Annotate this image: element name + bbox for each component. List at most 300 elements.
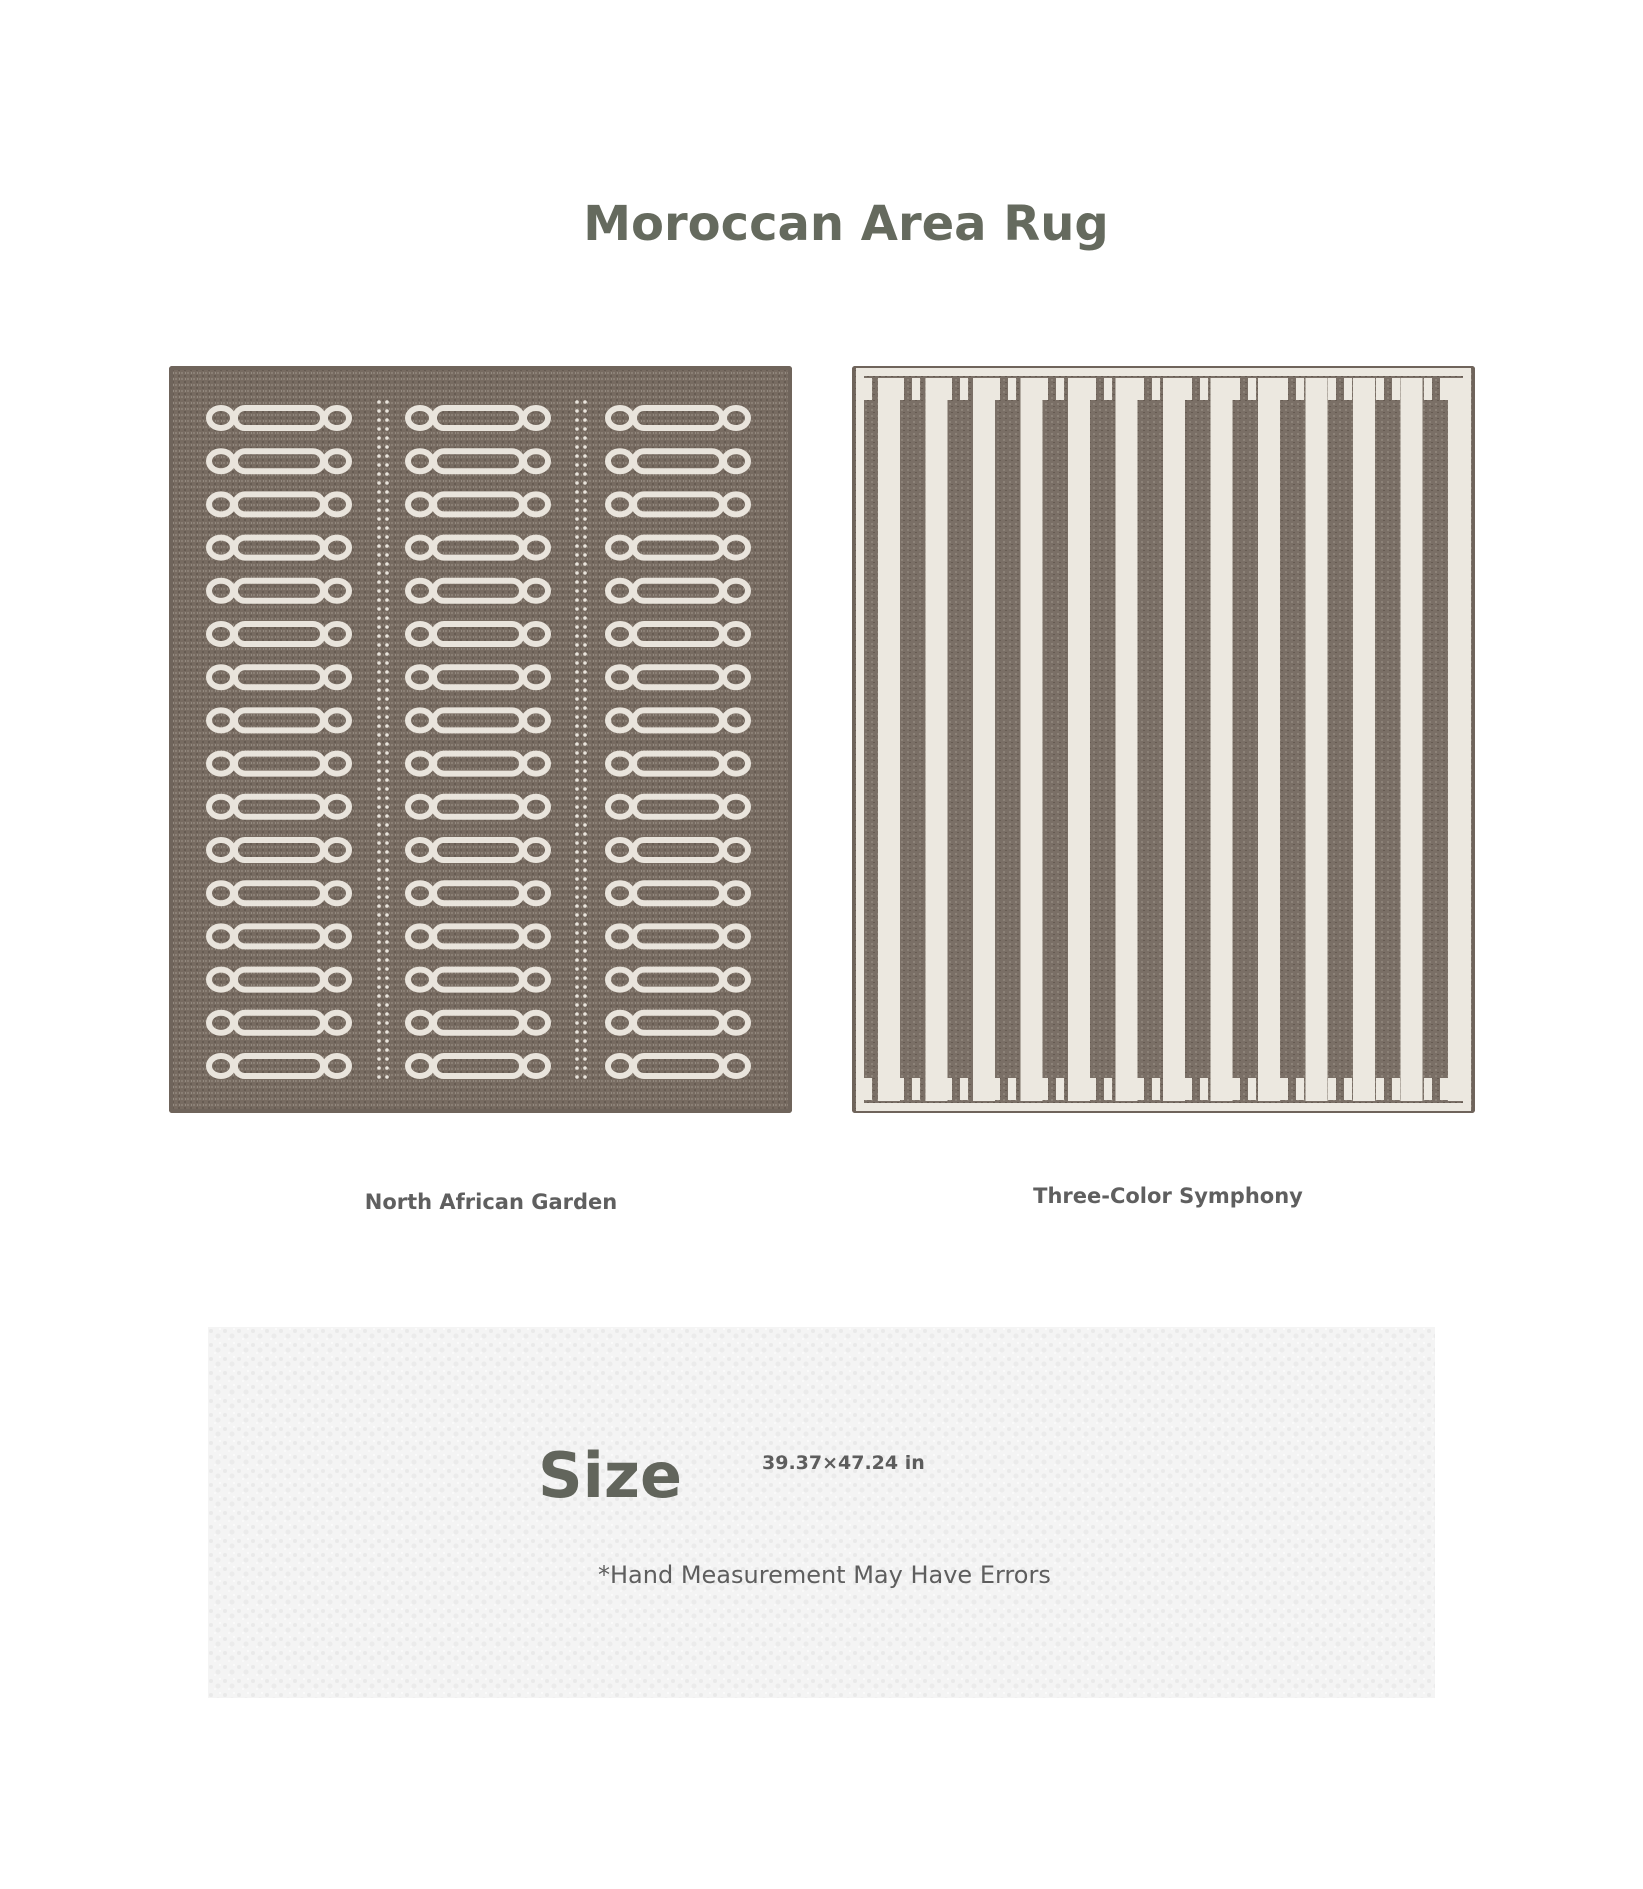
- dot-divider: [575, 616, 579, 620]
- dot-divider: [583, 868, 587, 872]
- dot-divider: [583, 904, 587, 908]
- dot-divider: [385, 1066, 389, 1070]
- dot-divider: [377, 823, 381, 827]
- dot-divider: [377, 598, 381, 602]
- dot-divider: [385, 940, 389, 944]
- dot-divider: [575, 472, 579, 476]
- dot-divider: [377, 913, 381, 917]
- dot-divider: [583, 787, 587, 791]
- dot-divider: [583, 454, 587, 458]
- border-tooth: [1232, 378, 1240, 400]
- dot-divider: [377, 616, 381, 620]
- dot-divider: [575, 454, 579, 458]
- border-tooth: [912, 378, 920, 400]
- dot-divider: [575, 967, 579, 971]
- dot-divider: [583, 1030, 587, 1034]
- dot-divider: [377, 454, 381, 458]
- dot-divider: [377, 490, 381, 494]
- dot-divider: [385, 607, 389, 611]
- dot-divider: [575, 634, 579, 638]
- measurement-note: *Hand Measurement May Have Errors: [598, 1561, 1051, 1589]
- dot-divider: [385, 778, 389, 782]
- dot-divider: [583, 499, 587, 503]
- border-tooth: [1408, 1078, 1416, 1100]
- border-tooth: [1056, 1078, 1064, 1100]
- dot-divider: [583, 535, 587, 539]
- dot-divider: [575, 931, 579, 935]
- dot-divider: [385, 436, 389, 440]
- dot-divider: [575, 922, 579, 926]
- dot-divider: [385, 706, 389, 710]
- stripe: [1021, 378, 1043, 1101]
- dot-divider: [377, 805, 381, 809]
- dot-divider: [583, 886, 587, 890]
- dot-divider: [385, 850, 389, 854]
- dot-divider: [377, 967, 381, 971]
- dot-divider: [377, 769, 381, 773]
- dot-divider: [583, 823, 587, 827]
- dot-divider: [583, 1012, 587, 1016]
- dot-divider: [575, 760, 579, 764]
- dot-divider: [385, 1021, 389, 1025]
- dot-divider: [385, 454, 389, 458]
- border-tooth: [928, 378, 936, 400]
- product-name-north-african-garden: North African Garden: [364, 1190, 618, 1214]
- dot-divider: [583, 715, 587, 719]
- dot-divider: [575, 985, 579, 989]
- dot-divider: [575, 607, 579, 611]
- dot-divider: [385, 526, 389, 530]
- dot-divider: [583, 418, 587, 422]
- border-tooth: [944, 1078, 952, 1100]
- dot-divider: [583, 625, 587, 629]
- dot-divider: [385, 751, 389, 755]
- dot-divider: [385, 427, 389, 431]
- border-tooth: [1088, 378, 1096, 400]
- dot-divider: [583, 400, 587, 404]
- stripe: [973, 378, 995, 1101]
- dot-divider: [385, 490, 389, 494]
- dot-divider: [583, 769, 587, 773]
- dot-divider: [583, 958, 587, 962]
- dot-divider: [377, 625, 381, 629]
- dot-divider: [583, 436, 587, 440]
- border-tooth: [1168, 1078, 1176, 1100]
- dot-divider: [583, 481, 587, 485]
- dot-divider: [385, 859, 389, 863]
- border-tooth: [1440, 1078, 1448, 1100]
- dot-divider: [385, 670, 389, 674]
- dot-divider: [377, 409, 381, 413]
- dot-divider: [575, 535, 579, 539]
- dot-divider: [385, 886, 389, 890]
- dot-divider: [583, 913, 587, 917]
- dot-divider: [575, 652, 579, 656]
- dot-divider: [583, 994, 587, 998]
- dot-divider: [385, 868, 389, 872]
- dot-divider: [385, 769, 389, 773]
- size-panel: [208, 1327, 1435, 1698]
- dot-divider: [575, 445, 579, 449]
- border-tooth: [1136, 1078, 1144, 1100]
- dot-divider: [385, 697, 389, 701]
- dot-divider: [575, 418, 579, 422]
- size-value: 39.37×47.24 in: [762, 1452, 925, 1474]
- rug-pattern-knots: [169, 366, 792, 1113]
- dot-divider: [583, 661, 587, 665]
- dot-divider: [575, 544, 579, 548]
- product-name-three-color-symphony: Three-Color Symphony: [1033, 1184, 1303, 1208]
- dot-divider: [377, 526, 381, 530]
- border-tooth: [1104, 1078, 1112, 1100]
- dot-divider: [575, 886, 579, 890]
- dot-divider: [575, 1021, 579, 1025]
- dot-divider: [385, 508, 389, 512]
- dot-divider: [583, 1039, 587, 1043]
- paper-texture: [208, 1327, 1435, 1698]
- dot-divider: [583, 706, 587, 710]
- dot-divider: [377, 436, 381, 440]
- dot-divider: [377, 472, 381, 476]
- dot-divider: [575, 796, 579, 800]
- dot-divider: [377, 445, 381, 449]
- border-tooth: [864, 378, 872, 400]
- dot-divider: [575, 1039, 579, 1043]
- dot-divider: [377, 994, 381, 998]
- border-tooth: [1456, 378, 1464, 400]
- dot-divider: [377, 697, 381, 701]
- dot-divider: [583, 508, 587, 512]
- dot-divider: [583, 679, 587, 683]
- dot-divider: [575, 670, 579, 674]
- dot-divider: [377, 841, 381, 845]
- border-tooth: [912, 1078, 920, 1100]
- dot-divider: [583, 427, 587, 431]
- border-tooth: [1072, 378, 1080, 400]
- dot-divider: [583, 922, 587, 926]
- dot-divider: [377, 832, 381, 836]
- dot-divider: [385, 742, 389, 746]
- border-tooth: [1104, 378, 1112, 400]
- dot-divider: [385, 904, 389, 908]
- dot-divider: [377, 895, 381, 899]
- border-tooth: [1152, 378, 1160, 400]
- dot-divider: [385, 1075, 389, 1079]
- page-title: Moroccan Area Rug: [583, 196, 1109, 252]
- dot-divider: [583, 517, 587, 521]
- dot-divider: [377, 976, 381, 980]
- border-tooth: [1296, 1078, 1304, 1100]
- border-tooth: [1200, 1078, 1208, 1100]
- border-tooth: [880, 378, 888, 400]
- dot-divider: [377, 1021, 381, 1025]
- dot-divider: [385, 985, 389, 989]
- border-tooth: [1120, 378, 1128, 400]
- dot-divider: [377, 715, 381, 719]
- dot-divider: [377, 859, 381, 863]
- dot-divider: [377, 706, 381, 710]
- dot-divider: [385, 832, 389, 836]
- border-tooth: [1152, 1078, 1160, 1100]
- dot-divider: [583, 652, 587, 656]
- border-tooth: [1296, 378, 1304, 400]
- dot-divider: [377, 904, 381, 908]
- border-tooth: [1264, 378, 1272, 400]
- dot-divider: [575, 1030, 579, 1034]
- dot-divider: [385, 796, 389, 800]
- border-tooth: [1008, 1078, 1016, 1100]
- dot-divider: [575, 400, 579, 404]
- dot-divider: [583, 1048, 587, 1052]
- dot-divider: [377, 499, 381, 503]
- dot-divider: [385, 1030, 389, 1034]
- border-tooth: [1376, 378, 1384, 400]
- dot-divider: [377, 922, 381, 926]
- rug-image-north-african-garden[interactable]: [169, 366, 792, 1113]
- dot-divider: [583, 724, 587, 728]
- border-tooth: [976, 378, 984, 400]
- dot-divider: [385, 1048, 389, 1052]
- border-tooth: [1312, 378, 1320, 400]
- dot-divider: [575, 481, 579, 485]
- dot-divider: [377, 751, 381, 755]
- dot-divider: [583, 742, 587, 746]
- dot-divider: [377, 868, 381, 872]
- dot-divider: [575, 490, 579, 494]
- dot-divider: [583, 1066, 587, 1070]
- dot-divider: [575, 832, 579, 836]
- dot-divider: [385, 562, 389, 566]
- dot-divider: [385, 760, 389, 764]
- border-tooth: [1248, 1078, 1256, 1100]
- dot-divider: [385, 625, 389, 629]
- dot-divider: [377, 733, 381, 737]
- dot-divider: [583, 976, 587, 980]
- dot-divider: [385, 580, 389, 584]
- dot-divider: [377, 670, 381, 674]
- dot-divider: [583, 697, 587, 701]
- dot-divider: [377, 931, 381, 935]
- dot-divider: [377, 1030, 381, 1034]
- dot-divider: [385, 1003, 389, 1007]
- dot-divider: [583, 589, 587, 593]
- stripe: [1163, 378, 1185, 1101]
- dot-divider: [583, 931, 587, 935]
- dot-divider: [583, 571, 587, 575]
- border-tooth: [1408, 378, 1416, 400]
- dot-divider: [385, 571, 389, 575]
- dot-divider: [385, 598, 389, 602]
- dot-divider: [575, 724, 579, 728]
- border-tooth: [1424, 378, 1432, 400]
- border-tooth: [1344, 378, 1352, 400]
- dot-divider: [377, 400, 381, 404]
- dot-divider: [385, 967, 389, 971]
- border-tooth: [1184, 1078, 1192, 1100]
- dot-divider: [377, 742, 381, 746]
- dot-divider: [583, 643, 587, 647]
- dot-divider: [385, 841, 389, 845]
- dot-divider: [575, 409, 579, 413]
- dot-divider: [385, 400, 389, 404]
- dot-divider: [385, 787, 389, 791]
- dot-divider: [575, 769, 579, 773]
- border-tooth: [1136, 378, 1144, 400]
- border-tooth: [1024, 1078, 1032, 1100]
- dot-divider: [575, 499, 579, 503]
- dot-divider: [377, 778, 381, 782]
- border-tooth: [1248, 378, 1256, 400]
- border-tooth: [1440, 378, 1448, 400]
- dot-divider: [377, 1066, 381, 1070]
- dot-divider: [377, 958, 381, 962]
- border-tooth: [1120, 1078, 1128, 1100]
- dot-divider: [377, 607, 381, 611]
- border-tooth: [1216, 1078, 1224, 1100]
- dot-divider: [377, 535, 381, 539]
- dot-divider: [385, 922, 389, 926]
- rug-image-three-color-symphony[interactable]: [852, 366, 1475, 1113]
- dot-divider: [385, 1012, 389, 1016]
- dot-divider: [583, 985, 587, 989]
- dot-divider: [583, 553, 587, 557]
- dot-divider: [377, 985, 381, 989]
- border-tooth: [1184, 378, 1192, 400]
- dot-divider: [575, 598, 579, 602]
- dot-divider: [377, 418, 381, 422]
- stripe: [1448, 378, 1470, 1101]
- dot-divider: [377, 562, 381, 566]
- dot-divider: [575, 958, 579, 962]
- dot-divider: [575, 913, 579, 917]
- border-tooth: [1024, 378, 1032, 400]
- dot-divider: [575, 1057, 579, 1061]
- border-tooth: [1168, 378, 1176, 400]
- dot-divider: [575, 553, 579, 557]
- border-tooth: [1040, 378, 1048, 400]
- dot-divider: [575, 643, 579, 647]
- border-tooth: [1200, 378, 1208, 400]
- dot-divider: [583, 445, 587, 449]
- dot-divider: [575, 571, 579, 575]
- dot-divider: [575, 526, 579, 530]
- dot-divider: [583, 526, 587, 530]
- border-tooth: [1312, 1078, 1320, 1100]
- dot-divider: [385, 1057, 389, 1061]
- border-tooth: [864, 1078, 872, 1100]
- dot-divider: [385, 976, 389, 980]
- dot-divider: [377, 589, 381, 593]
- dot-divider: [583, 850, 587, 854]
- dot-divider: [575, 625, 579, 629]
- dot-divider: [385, 661, 389, 665]
- dot-divider: [377, 877, 381, 881]
- dot-divider: [575, 1048, 579, 1052]
- dot-divider: [377, 661, 381, 665]
- dot-divider: [575, 733, 579, 737]
- dot-divider: [583, 490, 587, 494]
- dot-divider: [377, 1057, 381, 1061]
- border-tooth: [1280, 378, 1288, 400]
- dot-divider: [583, 733, 587, 737]
- dot-divider: [575, 877, 579, 881]
- dot-divider: [377, 796, 381, 800]
- dot-divider: [575, 715, 579, 719]
- dot-divider: [385, 544, 389, 548]
- dot-divider: [583, 859, 587, 863]
- dot-divider: [385, 931, 389, 935]
- dot-divider: [583, 805, 587, 809]
- dot-divider: [575, 661, 579, 665]
- dot-divider: [377, 544, 381, 548]
- dot-divider: [575, 841, 579, 845]
- dot-divider: [575, 562, 579, 566]
- dot-divider: [377, 508, 381, 512]
- dot-divider: [583, 760, 587, 764]
- border-tooth: [992, 1078, 1000, 1100]
- dot-divider: [583, 751, 587, 755]
- dot-divider: [385, 715, 389, 719]
- dot-divider: [575, 823, 579, 827]
- dot-divider: [385, 733, 389, 737]
- stripe: [1401, 378, 1423, 1101]
- border-tooth: [944, 378, 952, 400]
- dot-divider: [575, 427, 579, 431]
- dot-divider: [377, 1075, 381, 1079]
- dot-divider: [575, 688, 579, 692]
- stripe: [1306, 378, 1328, 1101]
- dot-divider: [377, 850, 381, 854]
- dot-divider: [377, 1039, 381, 1043]
- dot-divider: [385, 499, 389, 503]
- dot-divider: [583, 967, 587, 971]
- dot-divider: [575, 940, 579, 944]
- dot-divider: [385, 688, 389, 692]
- dot-divider: [583, 1021, 587, 1025]
- dot-divider: [377, 1003, 381, 1007]
- border-tooth: [896, 378, 904, 400]
- dot-divider: [583, 688, 587, 692]
- dot-divider: [377, 688, 381, 692]
- border-tooth: [1424, 1078, 1432, 1100]
- dot-divider: [385, 643, 389, 647]
- dot-divider: [583, 409, 587, 413]
- border-tooth: [1456, 1078, 1464, 1100]
- dot-divider: [385, 724, 389, 728]
- border-tooth: [1088, 1078, 1096, 1100]
- dot-divider: [583, 463, 587, 467]
- border-tooth: [1344, 1078, 1352, 1100]
- border-tooth: [1328, 1078, 1336, 1100]
- dot-divider: [583, 634, 587, 638]
- dot-divider: [385, 823, 389, 827]
- stripe: [1353, 378, 1375, 1101]
- dot-divider: [385, 445, 389, 449]
- border-tooth: [1216, 378, 1224, 400]
- dot-divider: [575, 814, 579, 818]
- dot-divider: [385, 805, 389, 809]
- dot-divider: [377, 427, 381, 431]
- dot-divider: [575, 1066, 579, 1070]
- dot-divider: [385, 418, 389, 422]
- dot-divider: [385, 535, 389, 539]
- dot-divider: [583, 616, 587, 620]
- border-tooth: [1376, 1078, 1384, 1100]
- dot-divider: [385, 913, 389, 917]
- border-tooth: [1360, 378, 1368, 400]
- dot-divider: [377, 634, 381, 638]
- stripe: [1211, 378, 1233, 1101]
